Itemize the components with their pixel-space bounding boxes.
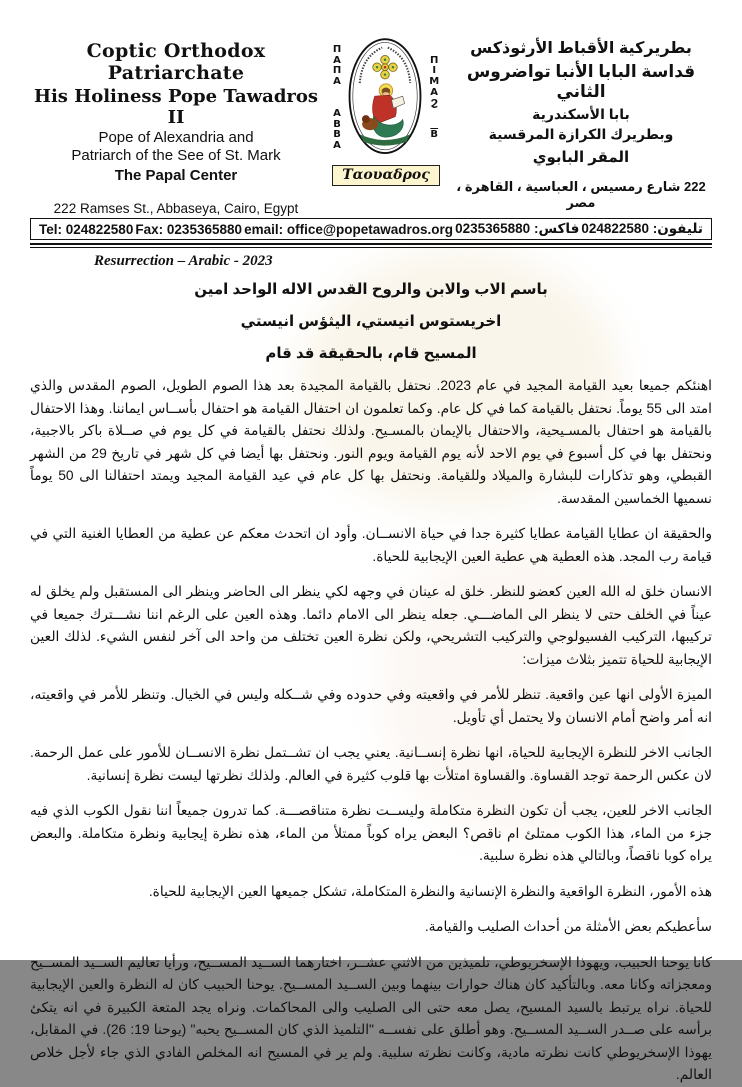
pope-name-ar: قداسة البابا الأنبا تواضروس الثاني <box>466 62 696 101</box>
fax-ar: فاكس: 0235365880 <box>455 221 580 236</box>
document-subtitle: Resurrection – Arabic - 2023 <box>94 253 273 269</box>
coptic-second: $\overline{B}$ <box>430 129 438 141</box>
letterhead-english <box>30 34 322 216</box>
body-paragraph: والحقيقة ان عطايا القيامة عطايا كثيرة جدا في حياة الانســان. وأود ان اتحدث معكم عن عطية من العطايا الغنية التي في قيامة رب المجد. هذه العطية هي عطية العين الإيجابية للحياة. <box>30 526 712 564</box>
pope-title2-ar: وبطريرك الكرازة المرقسية <box>488 126 674 142</box>
body-paragraph: سأعطيكم بعض الأمثلة من أحداث الصليب والقيامة. <box>424 919 712 934</box>
contact-bar <box>30 218 712 240</box>
body-paragraph: الميزة الأولى انها عين واقعية. تنظر للأمر في واقعيته وفي حدوده وفي شــكله وليس في الخيال. وتنظر للأمر في واقعيته، انه أمر واضح أمام الانسان ولا يحتمل أي تأويل. <box>30 687 712 725</box>
letterhead <box>30 34 712 216</box>
christ-is-risen-line: المسيح قام، بالحقيقة قد قام <box>265 345 477 362</box>
telephone-en: Tel: 024822580 <box>39 221 134 237</box>
papal-center-en: The Papal Center <box>114 167 238 184</box>
body-paragraph: اهنئكم جميعا بعيد القيامة المجيد في عام 2023. نحتفل بالقيامة المجيدة بعد هذا الصوم الطويل، الصوم المقدس والذي امتد الى 55 يوماً. نحتفل بالقيامة كما في كل عام. وكما تعلمون ان احتفال القيامة هو احتفال بأســاس ايماننا. وهذا الاحتفال بالقيامة هو احتفال بالمسـيحية، والاحتفال بالإيمان بالمسـيح. ولذلك نحتفل بالقيامة في كل يوم في صــلاة باكر بالاجبية، ونحتفل بها في كل أسبوع في يوم الاحد لأنه يوم القيامة ويوم النور. ونحتفل بها أيضا في كل شهر في تاريخ 29 من الشهر القبطي، وهو تذكارات للبشارة والميلاد وللقيامة. ونحتفل بها كل عام في عيد القيامة المجيد ويمتد احتفالنا الى 50 يوماً نسميها الخماسين المقدسة. <box>30 378 712 506</box>
address-ar: 222 شارع رمسيس ، العباسية ، القاهرة ، مصر <box>456 179 706 210</box>
letter-body <box>30 280 712 1087</box>
org-name-ar: بطريركية الأقباط الأرثوذكس <box>470 40 692 57</box>
invocation-line: باسم الاب والابن والروح القدس الاله الواحد امين <box>194 281 548 298</box>
pope-name-en: His Holiness Pope Tawadros II <box>33 86 319 128</box>
email-address: email: office@popetawadros.org <box>244 221 454 237</box>
coptic-letters-left <box>333 34 341 163</box>
body-paragraph: الانسان خلق له الله العين كعضو للنظر. خلق له عينان في وجهه لكي ينظر الى الحاضر وينظر الى المستقبل ولم يخلق له عيناً في الخلف حتى لا ينظر الى الماضـــي. جعله ينظر الى الامام دائما. وهذه العين على الرغم اننا نشـــترك جميعا في تركيبها، التركيب الفسيولوجي والتركيب التشريحي، ولكن نظرة العين تختلف من واحد الى آخر لنفس الشيء. لذلك العين الإيجابية للحياة تتميز بثلاث ميزات: <box>30 584 712 667</box>
coptic-abba: Α Β Β Α <box>333 107 341 152</box>
coptic-papa: Π Α Π Α <box>332 43 342 88</box>
divider-rule <box>30 243 712 248</box>
fax-en: Fax: 0235365880 <box>135 221 242 237</box>
body-paragraph: هذه الأمور، النظرة الواقعية والنظرة الإنسانية والنظرة المتكاملة، تشكل جميعها العين الإيجابية للحياة. <box>148 883 712 899</box>
pope-title1-en: Pope of Alexandria and <box>98 129 254 146</box>
seal-banner-tawadros: Ταουαδρος <box>332 165 440 186</box>
papal-seal <box>322 34 450 186</box>
org-name-en: Coptic Orthodox Patriarchate <box>86 40 266 84</box>
coptic-pimah: Π Ι Μ Α Ϩ <box>429 54 440 109</box>
patriarchate-seal-icon <box>343 34 427 162</box>
christos-anesti-line: اخريستوس انيستي، اليثؤس انيستي <box>240 313 502 330</box>
coptic-letters-right <box>429 45 439 152</box>
papal-center-ar: المقر البابوي <box>532 149 630 166</box>
letterhead-arabic <box>450 34 712 211</box>
body-paragraph: الجانب الاخر للنظرة الإيجابية للحياة، انها نظرة إنســانية. يعني يجب ان تشــتمل نظرة الانســان للأمور على عمل الرحمة. لان عكس الرحمة توجد القساوة. والقساوة امتلأت بها قلوب كثيرة في العالم. ولذلك نظرتها ليست نظرة إنسانية. <box>30 745 712 783</box>
pope-title1-ar: بابا الأسكندرية <box>532 106 630 122</box>
telephone-ar: تليفون: 024822580 <box>581 221 703 236</box>
body-paragraph: كانا يوحنا الحبيب، ويهوذا الإسخريوطي، تلميذين من الاثني عشــر، اختارهما الســيد المســيح، ورأيا تعاليم الســيد المســيح ومعجزاته وكانا معه. وبالتأكيد كان هناك حوارات بينهما وبين الســيد المســيح. يوحنا الحبيب كان له النظرة والعين الإيجابية للحياة. نراه يرتبط بالسيد المسيح، يصل معه حتى الى الصليب والى المحاكمات. ونراه يجد المتعة الكبيرة في انه يتكئ برأسه على صــدر الســيد المســيح. وهو أطلق على نفســه "التلميذ الذي كان المســيح يحبه" (يوحنا 19: 26). في المقابل، يهوذا الإسخريوطي كانت نظرته مادية، وكانت نظرته سلبية. ولم ير في المسيح انه المخلص الفادي الذي جاء لأجل خلاص العالم. <box>30 954 712 1082</box>
address-en: 222 Ramses St., Abbaseya, Cairo, Egypt <box>53 201 299 216</box>
body-paragraph: الجانب الاخر للعين، يجب أن تكون النظرة متكاملة وليســت نظرة متناقصـــة. كما تدرون جميعاً اننا نقول الكوب الذي فيه جزء من الماء، هذا الكوب ممتلئ ام ناقص؟ البعض يراه كوباً ممتلأ من الماء، هذه نظرة إيجابية ونظرة متكاملة. والبعض يراه كوبا ناقصاً، وبالتالي هذه نظرة سلبية. <box>30 803 712 863</box>
pope-title2-en: Patriarch of the See of St. Mark <box>71 147 281 164</box>
